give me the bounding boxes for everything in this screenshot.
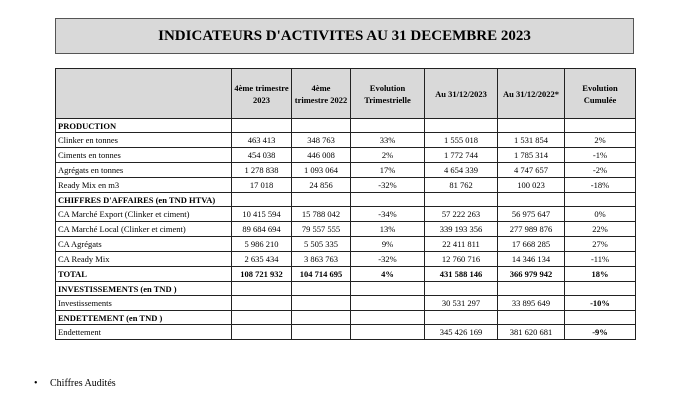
footnote-text: Chiffres Audités <box>50 378 116 389</box>
cell: 24 856 <box>292 178 351 193</box>
cell: 100 023 <box>498 178 565 193</box>
cell: 57 222 263 <box>425 207 498 222</box>
table-row <box>56 252 636 267</box>
section-label: INVESTISSEMENTS (en TND ) <box>56 282 232 296</box>
cell: 17 018 <box>232 178 292 193</box>
cell: 17% <box>351 163 425 178</box>
cell: 3 863 763 <box>292 252 351 267</box>
cell: 79 557 555 <box>292 222 351 237</box>
header-cell: Au 31/12/2023 <box>425 69 498 119</box>
table-row <box>56 325 636 340</box>
cell <box>351 296 425 311</box>
row-label: Clinker en tonnes <box>56 133 232 148</box>
cell: 1 785 314 <box>498 148 565 163</box>
table-row <box>56 163 636 178</box>
cell: 104 714 695 <box>292 267 351 282</box>
cell: 5 505 335 <box>292 237 351 252</box>
cell: 13% <box>351 222 425 237</box>
cell: 1 531 854 <box>498 133 565 148</box>
cell: 4% <box>351 267 425 282</box>
cell: -11% <box>565 252 636 267</box>
cell: 2% <box>351 148 425 163</box>
row-label: CA Marché Local (Clinker et ciment) <box>56 222 232 237</box>
cell: 2% <box>565 133 636 148</box>
cell: 22 411 811 <box>425 237 498 252</box>
cell <box>232 296 292 311</box>
report-title: INDICATEURS D'ACTIVITES AU 31 DECEMBRE 2023 <box>55 18 634 54</box>
cell: 277 989 876 <box>498 222 565 237</box>
row-label: CA Marché Export (Clinker et ciment) <box>56 207 232 222</box>
cell: -18% <box>565 178 636 193</box>
cell: -2% <box>565 163 636 178</box>
cell: 1 093 064 <box>292 163 351 178</box>
cell: 0% <box>565 207 636 222</box>
cell: 108 721 932 <box>232 267 292 282</box>
cell <box>292 296 351 311</box>
row-label: CA Ready Mix <box>56 252 232 267</box>
cell: 81 762 <box>425 178 498 193</box>
header-cell: Au 31/12/2022* <box>498 69 565 119</box>
total-row <box>56 267 636 282</box>
section-row-chiffres-affaires <box>56 193 636 207</box>
cell: 2 635 434 <box>232 252 292 267</box>
cell: 9% <box>351 237 425 252</box>
cell: 454 038 <box>232 148 292 163</box>
indicators-table <box>55 68 636 340</box>
section-label: PRODUCTION <box>56 119 232 133</box>
cell: 33 895 649 <box>498 296 565 311</box>
cell: 22% <box>565 222 636 237</box>
cell: 14 346 134 <box>498 252 565 267</box>
cell: 1 772 744 <box>425 148 498 163</box>
cell: 4 654 339 <box>425 163 498 178</box>
cell <box>292 325 351 340</box>
row-label: CA Agrégats <box>56 237 232 252</box>
section-row-endettement <box>56 311 636 325</box>
table-row <box>56 207 636 222</box>
cell <box>351 325 425 340</box>
row-label: Investissements <box>56 296 232 311</box>
cell: -32% <box>351 252 425 267</box>
cell: 339 193 356 <box>425 222 498 237</box>
row-label: TOTAL <box>56 267 232 282</box>
table-row <box>56 222 636 237</box>
header-cell: Evolution Trimestrielle <box>351 69 425 119</box>
cell <box>232 325 292 340</box>
cell: 446 008 <box>292 148 351 163</box>
table-row <box>56 296 636 311</box>
cell: 15 788 042 <box>292 207 351 222</box>
row-label: Agrégats en tonnes <box>56 163 232 178</box>
cell: 348 763 <box>292 133 351 148</box>
cell: 12 760 716 <box>425 252 498 267</box>
cell: -1% <box>565 148 636 163</box>
row-label: Ciments en tonnes <box>56 148 232 163</box>
cell: 381 620 681 <box>498 325 565 340</box>
header-row <box>56 69 636 119</box>
cell: 18% <box>565 267 636 282</box>
cell: 431 588 146 <box>425 267 498 282</box>
cell: 27% <box>565 237 636 252</box>
cell: 4 747 657 <box>498 163 565 178</box>
row-label: Endettement <box>56 325 232 340</box>
section-label: CHIFFRES D'AFFAIRES (en TND HTVA) <box>56 193 232 207</box>
table-row <box>56 237 636 252</box>
cell: 345 426 169 <box>425 325 498 340</box>
header-cell: 4ème trimestre 2022 <box>292 69 351 119</box>
table-row <box>56 148 636 163</box>
bullet-icon: • <box>34 378 38 389</box>
header-cell: 4ème trimestre 2023 <box>232 69 292 119</box>
header-cell <box>56 69 232 119</box>
table-row <box>56 178 636 193</box>
table-row <box>56 133 636 148</box>
section-row-investissements <box>56 282 636 296</box>
header-cell: Evolution Cumulée <box>565 69 636 119</box>
cell: 5 986 210 <box>232 237 292 252</box>
cell: 1 278 838 <box>232 163 292 178</box>
cell: 1 555 018 <box>425 133 498 148</box>
cell: 463 413 <box>232 133 292 148</box>
section-label: ENDETTEMENT (en TND ) <box>56 311 232 325</box>
section-row-production <box>56 119 636 133</box>
cell: -34% <box>351 207 425 222</box>
cell: 33% <box>351 133 425 148</box>
cell: 17 668 285 <box>498 237 565 252</box>
cell: 10 415 594 <box>232 207 292 222</box>
cell: -9% <box>565 325 636 340</box>
cell: -10% <box>565 296 636 311</box>
footnote <box>34 378 116 389</box>
row-label: Ready Mix en m3 <box>56 178 232 193</box>
cell: 89 684 694 <box>232 222 292 237</box>
cell: 366 979 942 <box>498 267 565 282</box>
cell: 56 975 647 <box>498 207 565 222</box>
cell: -32% <box>351 178 425 193</box>
cell: 30 531 297 <box>425 296 498 311</box>
